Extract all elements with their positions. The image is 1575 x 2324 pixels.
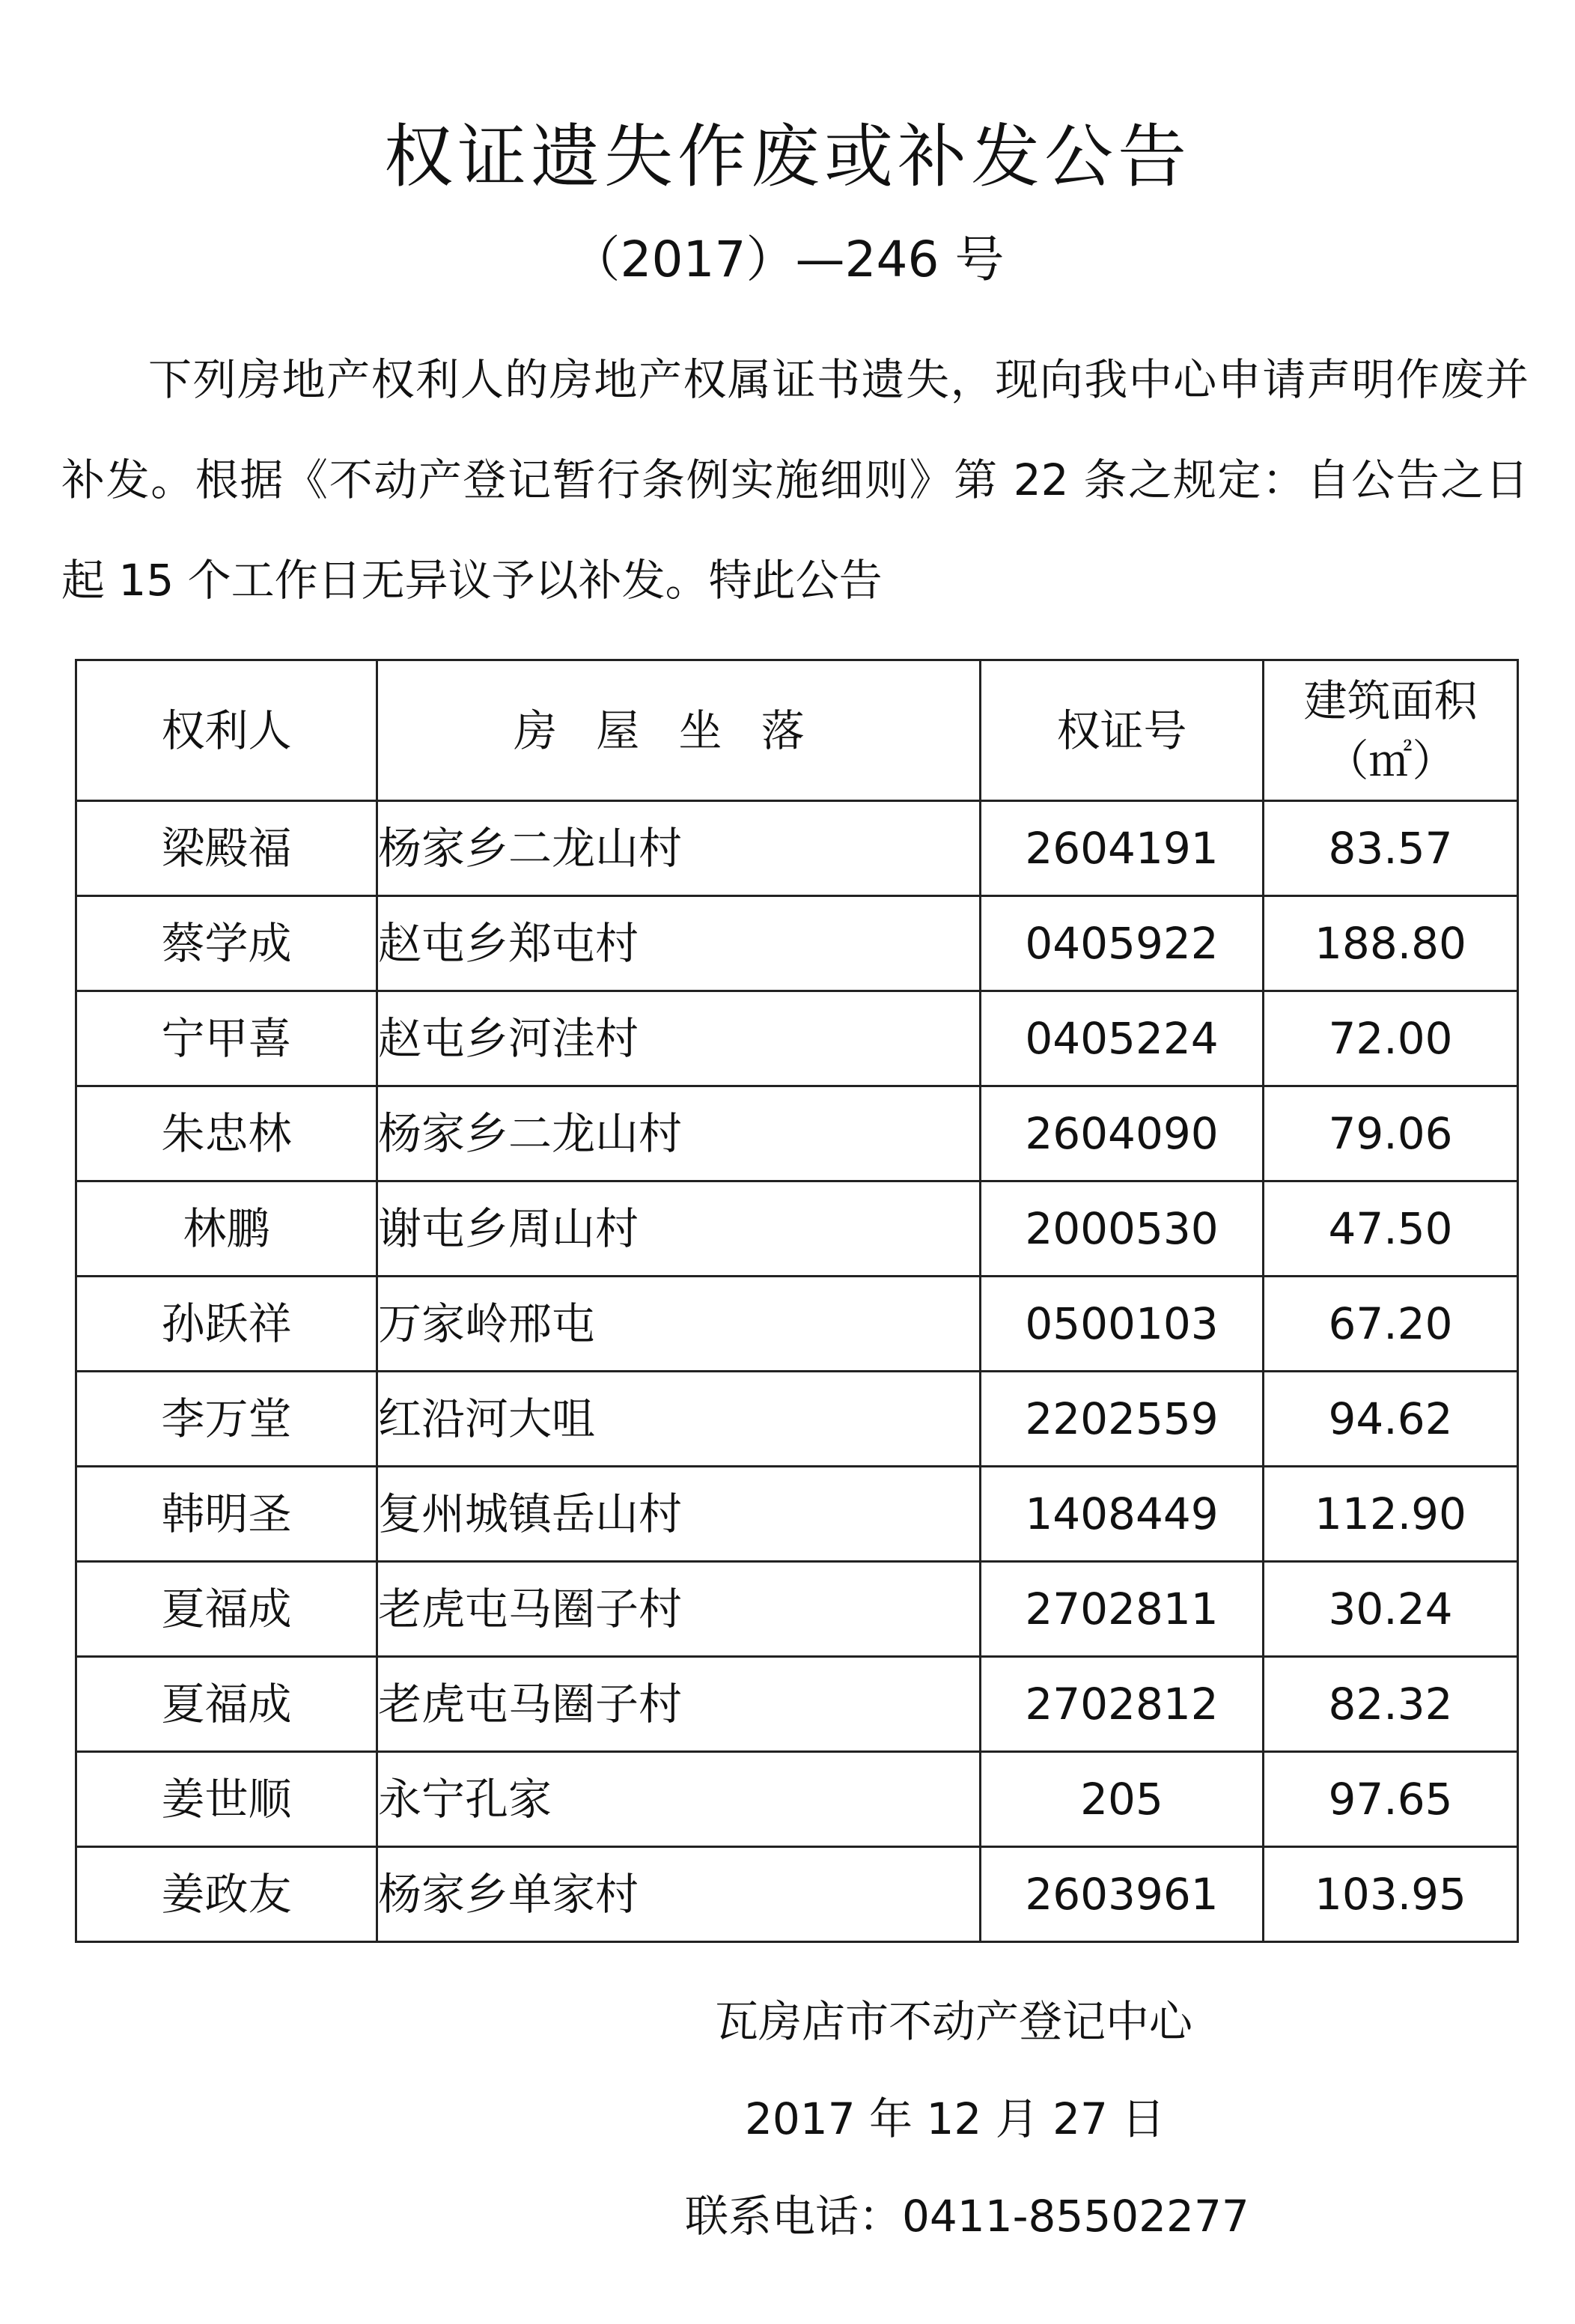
cell-area: 82.32 [1264,1657,1518,1752]
cell-cert-no: 2702811 [981,1562,1264,1657]
cell-area: 67.20 [1264,1277,1518,1372]
cell-cert-no: 2702812 [981,1657,1264,1752]
cell-area: 97.65 [1264,1752,1518,1847]
cell-address: 红沿河大咀 [377,1372,981,1467]
issue-date: 2017 年 12 月 27 日 [745,2093,1166,2144]
cell-address: 赵屯乡河洼村 [377,991,981,1086]
cell-address: 赵屯乡郑屯村 [377,896,981,991]
header-area-unit: （㎡） [1325,734,1456,786]
cell-cert-no: 205 [981,1752,1264,1847]
cell-area: 112.90 [1264,1467,1518,1562]
table-row [76,1752,1518,1847]
cell-cert-no: 2202559 [981,1372,1264,1467]
cell-cert-no: 0405224 [981,991,1264,1086]
cell-owner: 梁殿福 [76,801,377,896]
lost-certificate-table [75,659,1519,1943]
table-row [76,1657,1518,1752]
cell-cert-no: 2604191 [981,801,1264,896]
issuer: 瓦房店市不动产登记中心 [715,1996,1193,2047]
cell-cert-no: 2603961 [981,1847,1264,1942]
cell-owner: 夏福成 [76,1657,377,1752]
cell-cert-no: 2604090 [981,1086,1264,1181]
cell-area: 30.24 [1264,1562,1518,1657]
cell-area: 103.95 [1264,1847,1518,1942]
cell-address: 杨家乡二龙山村 [377,1086,981,1181]
header-address-label: 房屋坐落 [514,705,844,756]
table-row [76,1562,1518,1657]
cell-address: 谢屯乡周山村 [377,1181,981,1277]
header-area [1264,660,1518,801]
cell-owner: 林鹏 [76,1181,377,1277]
header-area-label: 建筑面积 [1303,675,1478,726]
cell-owner: 韩明圣 [76,1467,377,1562]
cell-address: 老虎屯马圈子村 [377,1657,981,1752]
cell-address: 杨家乡二龙山村 [377,801,981,896]
cell-area: 83.57 [1264,801,1518,896]
table-row [76,1847,1518,1942]
cell-cert-no: 1408449 [981,1467,1264,1562]
table-body [76,801,1518,1942]
notice-body: 下列房地产权利人的房地产权属证书遗失，现向我中心申请声明作废并补发。根据《不动产登记暂行条例实施细则》第 22 条之规定：自公告之日起 15 个工作日无异议予以补发。特此公告 [61,354,1529,606]
header-owner: 权利人 [76,660,377,801]
cell-owner: 孙跃祥 [76,1277,377,1372]
notice-title: 权证遗失作废或补发公告 [383,117,1191,197]
cell-area: 94.62 [1264,1372,1518,1467]
table-row [76,1372,1518,1467]
cell-address: 永宁孔家 [377,1752,981,1847]
table-row [76,1086,1518,1181]
cell-cert-no: 0500103 [981,1277,1264,1372]
cell-owner: 姜世顺 [76,1752,377,1847]
cell-area: 47.50 [1264,1181,1518,1277]
cell-cert-no: 2000530 [981,1181,1264,1277]
cell-owner: 夏福成 [76,1562,377,1657]
cell-area: 79.06 [1264,1086,1518,1181]
cell-cert-no: 0405922 [981,896,1264,991]
table-header-row [76,660,1518,801]
table-row [76,1467,1518,1562]
cell-area: 72.00 [1264,991,1518,1086]
table-row [76,896,1518,991]
cell-address: 老虎屯马圈子村 [377,1562,981,1657]
table-row [76,801,1518,896]
document-number: （2017）—246 号 [570,231,1005,288]
cell-area: 188.80 [1264,896,1518,991]
cell-owner: 宁甲喜 [76,991,377,1086]
table-row [76,991,1518,1086]
table-row [76,1277,1518,1372]
table-row [76,1181,1518,1277]
header-address [377,660,981,801]
cell-address: 杨家乡单家村 [377,1847,981,1942]
cell-owner: 李万堂 [76,1372,377,1467]
cell-address: 复州城镇岳山村 [377,1467,981,1562]
contact-phone: 联系电话：0411-85502277 [685,2191,1249,2242]
cell-owner: 蔡学成 [76,896,377,991]
header-cert-no: 权证号 [981,660,1264,801]
cell-address: 万家岭邢屯 [377,1277,981,1372]
cell-owner: 姜政友 [76,1847,377,1942]
cell-owner: 朱忠林 [76,1086,377,1181]
